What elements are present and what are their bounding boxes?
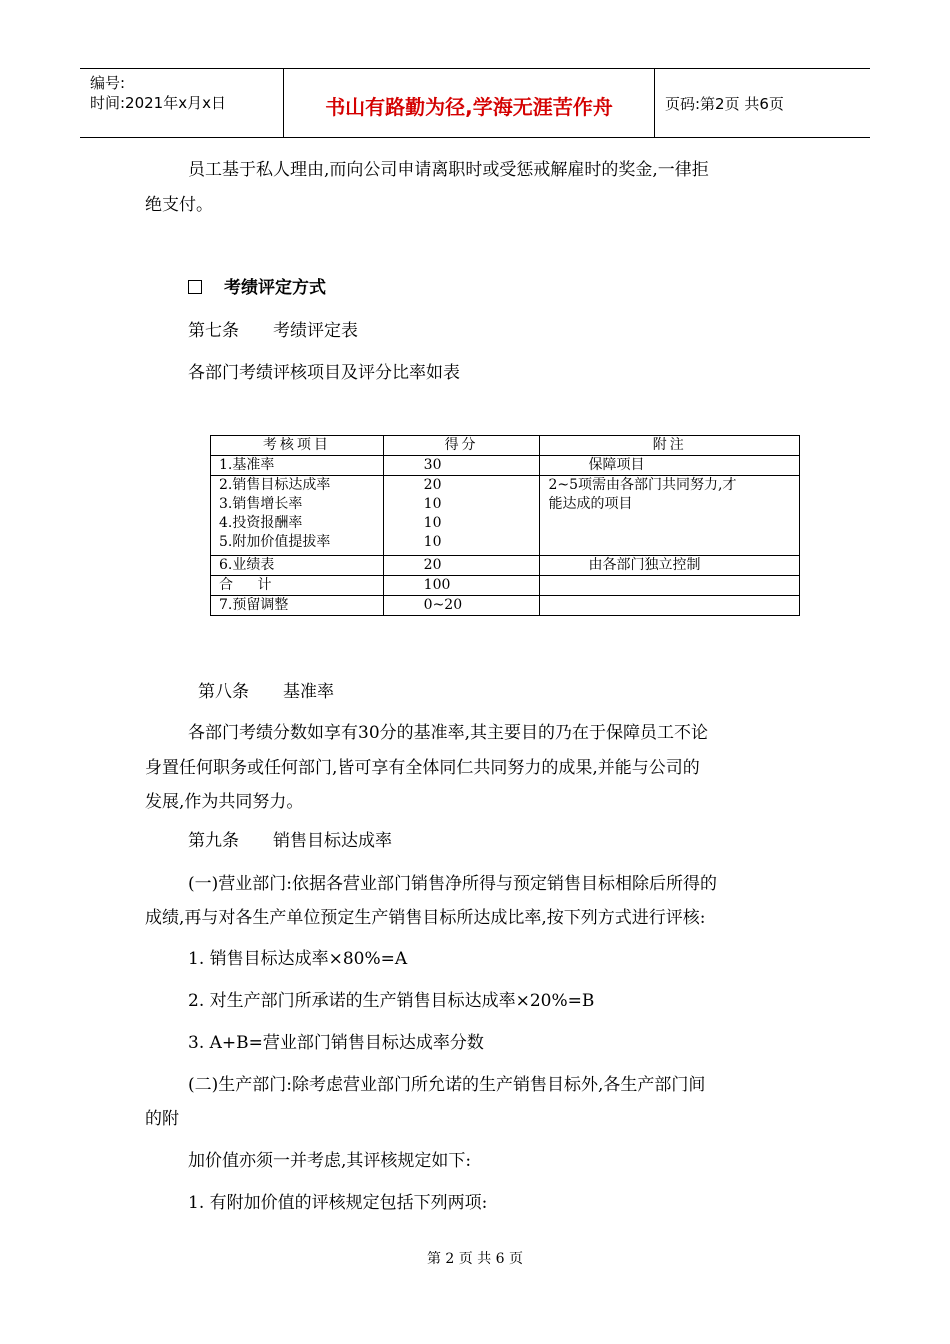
item-cell: 6.业绩表 xyxy=(211,556,384,576)
score-line: 10 xyxy=(423,515,442,531)
paragraph: (二)生产部门:除考虑营业部门所允诺的生产销售目标外,各生产部门间 xyxy=(188,1075,706,1095)
score-line: 10 xyxy=(423,534,442,550)
page-info: 页码:第2页 共6页 xyxy=(665,95,784,113)
note-cell: 保障项目 xyxy=(540,456,800,476)
note-cell xyxy=(540,476,800,556)
note-line: 能达成的项目 xyxy=(548,496,633,512)
checkbox-square-icon xyxy=(188,280,202,294)
score-cell: 20 xyxy=(383,556,540,576)
list-item: 1. 销售目标达成率×80%=A xyxy=(188,949,408,969)
article-9-title: 第九条 销售目标达成率 xyxy=(188,831,392,851)
number-label: 编号: xyxy=(90,74,126,92)
article-8-title: 第八条 基准率 xyxy=(198,682,334,702)
score-cell: 0~20 xyxy=(383,596,540,616)
header-meta xyxy=(80,69,284,137)
score-cell xyxy=(383,476,540,556)
paragraph: 各部门考绩分数如享有30分的基准率,其主要目的乃在于保障员工不论 xyxy=(188,723,709,743)
article-7-title: 第七条 考绩评定表 xyxy=(188,321,358,341)
paragraph: 成绩,再与对各生产单位预定生产销售目标所达成比率,按下列方式进行评核: xyxy=(145,908,706,928)
table-row xyxy=(211,456,800,476)
note-line: 2~5项需由各部门共同努力,才 xyxy=(548,477,737,493)
score-line: 20 xyxy=(423,477,442,493)
paragraph: 身置任何职务或任何部门,皆可享有全体同仁共同努力的成果,并能与公司的 xyxy=(145,758,700,778)
item-cell: 合 计 xyxy=(211,576,384,596)
header-motto-cell xyxy=(284,69,655,137)
note-cell xyxy=(540,596,800,616)
score-table xyxy=(210,435,800,616)
paragraph: 发展,作为共同努力。 xyxy=(145,792,304,812)
paragraph: 员工基于私人理由,而向公司申请离职时或受惩戒解雇时的奖金,一律拒 xyxy=(188,160,709,180)
paragraph: 绝支付。 xyxy=(145,195,213,215)
section-heading xyxy=(188,278,326,298)
table-row xyxy=(211,576,800,596)
item-line: 4.投资报酬率 xyxy=(219,515,303,531)
list-item: 1. 有附加价值的评核规定包括下列两项: xyxy=(188,1193,488,1213)
table-row xyxy=(211,556,800,576)
page-footer: 第 2 页 共 6 页 xyxy=(426,1251,524,1267)
score-line: 10 xyxy=(423,496,442,512)
article-7-desc: 各部门考绩评核项目及评分比率如表 xyxy=(188,363,460,383)
paragraph: (一)营业部门:依据各营业部门销售净所得与预定销售目标相除后所得的 xyxy=(188,874,717,894)
note-cell xyxy=(540,576,800,596)
table-row xyxy=(211,476,800,556)
paragraph: 加价值亦须一并考虑,其评核规定如下: xyxy=(188,1151,472,1171)
item-line: 3.销售增长率 xyxy=(219,496,303,512)
list-item: 2. 对生产部门所承诺的生产销售目标达成率×20%=B xyxy=(188,991,595,1011)
column-header: 考核项目 xyxy=(211,436,384,456)
item-cell: 1.基准率 xyxy=(211,456,384,476)
section-title: 考绩评定方式 xyxy=(224,278,326,298)
item-line: 5.附加价值提拔率 xyxy=(219,534,331,550)
time-label: 时间:2021年x月x日 xyxy=(90,94,226,112)
note-cell: 由各部门独立控制 xyxy=(540,556,800,576)
column-header: 得分 xyxy=(383,436,540,456)
list-item: 3. A+B=营业部门销售目标达成率分数 xyxy=(188,1033,484,1053)
table-header-row xyxy=(211,436,800,456)
score-cell: 100 xyxy=(383,576,540,596)
item-cell: 7.预留调整 xyxy=(211,596,384,616)
paragraph: 的附 xyxy=(145,1109,179,1129)
item-cell xyxy=(211,476,384,556)
column-header: 附注 xyxy=(540,436,800,456)
motto: 书山有路勤为径,学海无涯苦作舟 xyxy=(325,95,613,119)
score-cell: 30 xyxy=(383,456,540,476)
page-header xyxy=(80,68,870,138)
item-line: 2.销售目标达成率 xyxy=(219,477,331,493)
table-row xyxy=(211,596,800,616)
